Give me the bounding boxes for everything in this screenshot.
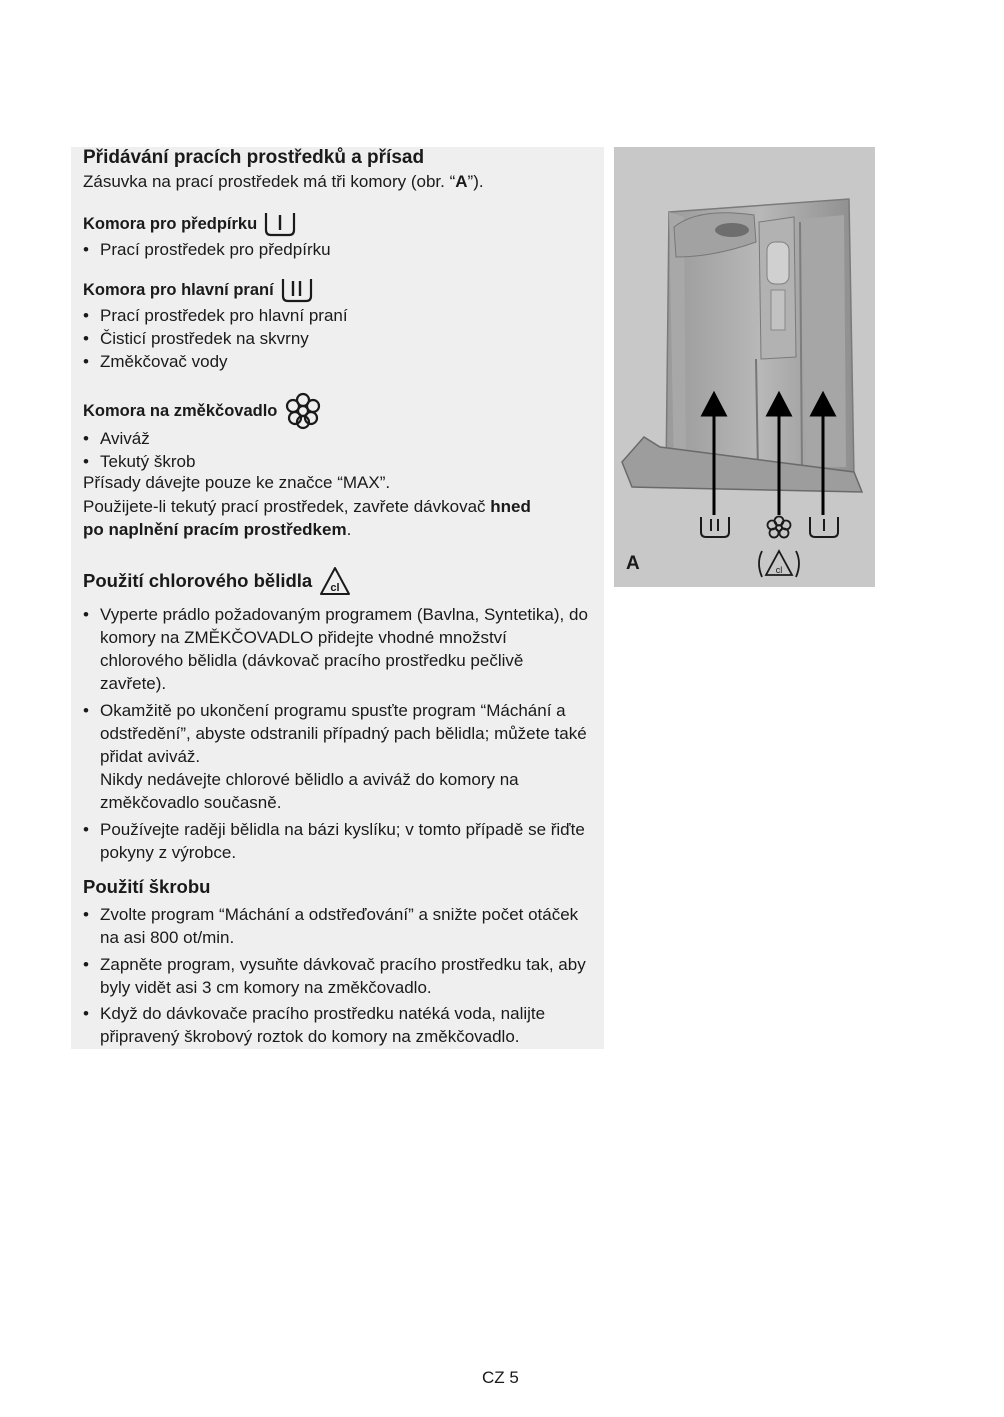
section-title-starch: Použití škrobu <box>83 876 211 897</box>
note-liquid: Použijete-li tekutý prací prostředek, zavřete dávkovač hned <box>83 497 531 516</box>
svg-text:cl: cl <box>775 565 783 575</box>
list-item: • Prací prostředek pro předpírku <box>83 240 331 259</box>
instructions-panel <box>71 147 604 1049</box>
list-item: • Prací prostředek pro hlavní praní <box>83 306 348 325</box>
list-item: • Vyperte prádlo požadovaným programem (Bavlna, Syntetika), do komory na ZMĚKČOVADLO přidejte vhodné množství chlorového bělidla (dávkovač pracího prostředku pečlivě zavřete). <box>83 605 588 693</box>
chlorine-bleach-triangle-icon <box>318 565 352 597</box>
softener-heading: Komora na změkčovadlo <box>83 391 323 431</box>
prewash-heading: Komora pro předpírku <box>83 210 297 238</box>
note-liquid-cont: po naplnění pracím prostředkem. <box>83 520 352 539</box>
page-number: CZ 5 <box>482 1368 519 1387</box>
list-item: • Okamžitě po ukončení programu spusťte program “Máchání a odstředění”, abyste odstranili případný pach bělidla; můžete také přidat aviváž. Nikdy nedávejte chlorové bělidlo a aviváž do komory na změkčovadlo současně. <box>83 701 587 812</box>
softener-flower-icon <box>283 391 323 431</box>
list-item: • Když do dávkovače pracího prostředku natéká voda, nalijte připravený škrobový roztok do komory na změkčovadlo. <box>83 1004 546 1046</box>
mainwash-heading: Komora pro hlavní praní <box>83 276 314 304</box>
list-item: • Používejte raději bělidla na bázi kyslíku; v tomto případě se řiďte pokyny z výrobce. <box>83 820 585 862</box>
list-item: • Tekutý škrob <box>83 452 196 471</box>
detergent-drawer-figure <box>614 147 875 587</box>
list-item: • Zvolte program “Máchání a odstřeďování” a snižte počet otáček na asi 800 ot/min. <box>83 905 579 947</box>
section-title-detergents: Přidávání pracích prostředků a přísad <box>83 147 425 168</box>
mainwash-compartment-icon <box>280 276 314 304</box>
list-item: • Aviváž <box>83 429 150 448</box>
prewash-compartment-icon <box>263 210 297 238</box>
list-item: • Čisticí prostředek na skvrny <box>83 329 309 348</box>
svg-text:cl: cl <box>330 582 340 594</box>
intro-text: Zásuvka na prací prostředek má tři komory (obr. “A”). <box>83 172 484 191</box>
drawer-illustration <box>614 147 875 587</box>
section-title-bleach: Použití chlorového bělidla cl <box>83 565 352 597</box>
note-max: Přísady dávejte pouze ke značce “MAX”. <box>83 473 391 492</box>
list-item: • Změkčovač vody <box>83 352 228 371</box>
figure-label: A <box>626 553 640 574</box>
list-item: • Zapněte program, vysuňte dávkovač pracího prostředku tak, aby byly vidět asi 3 cm komory na změkčovadlo. <box>83 955 586 997</box>
